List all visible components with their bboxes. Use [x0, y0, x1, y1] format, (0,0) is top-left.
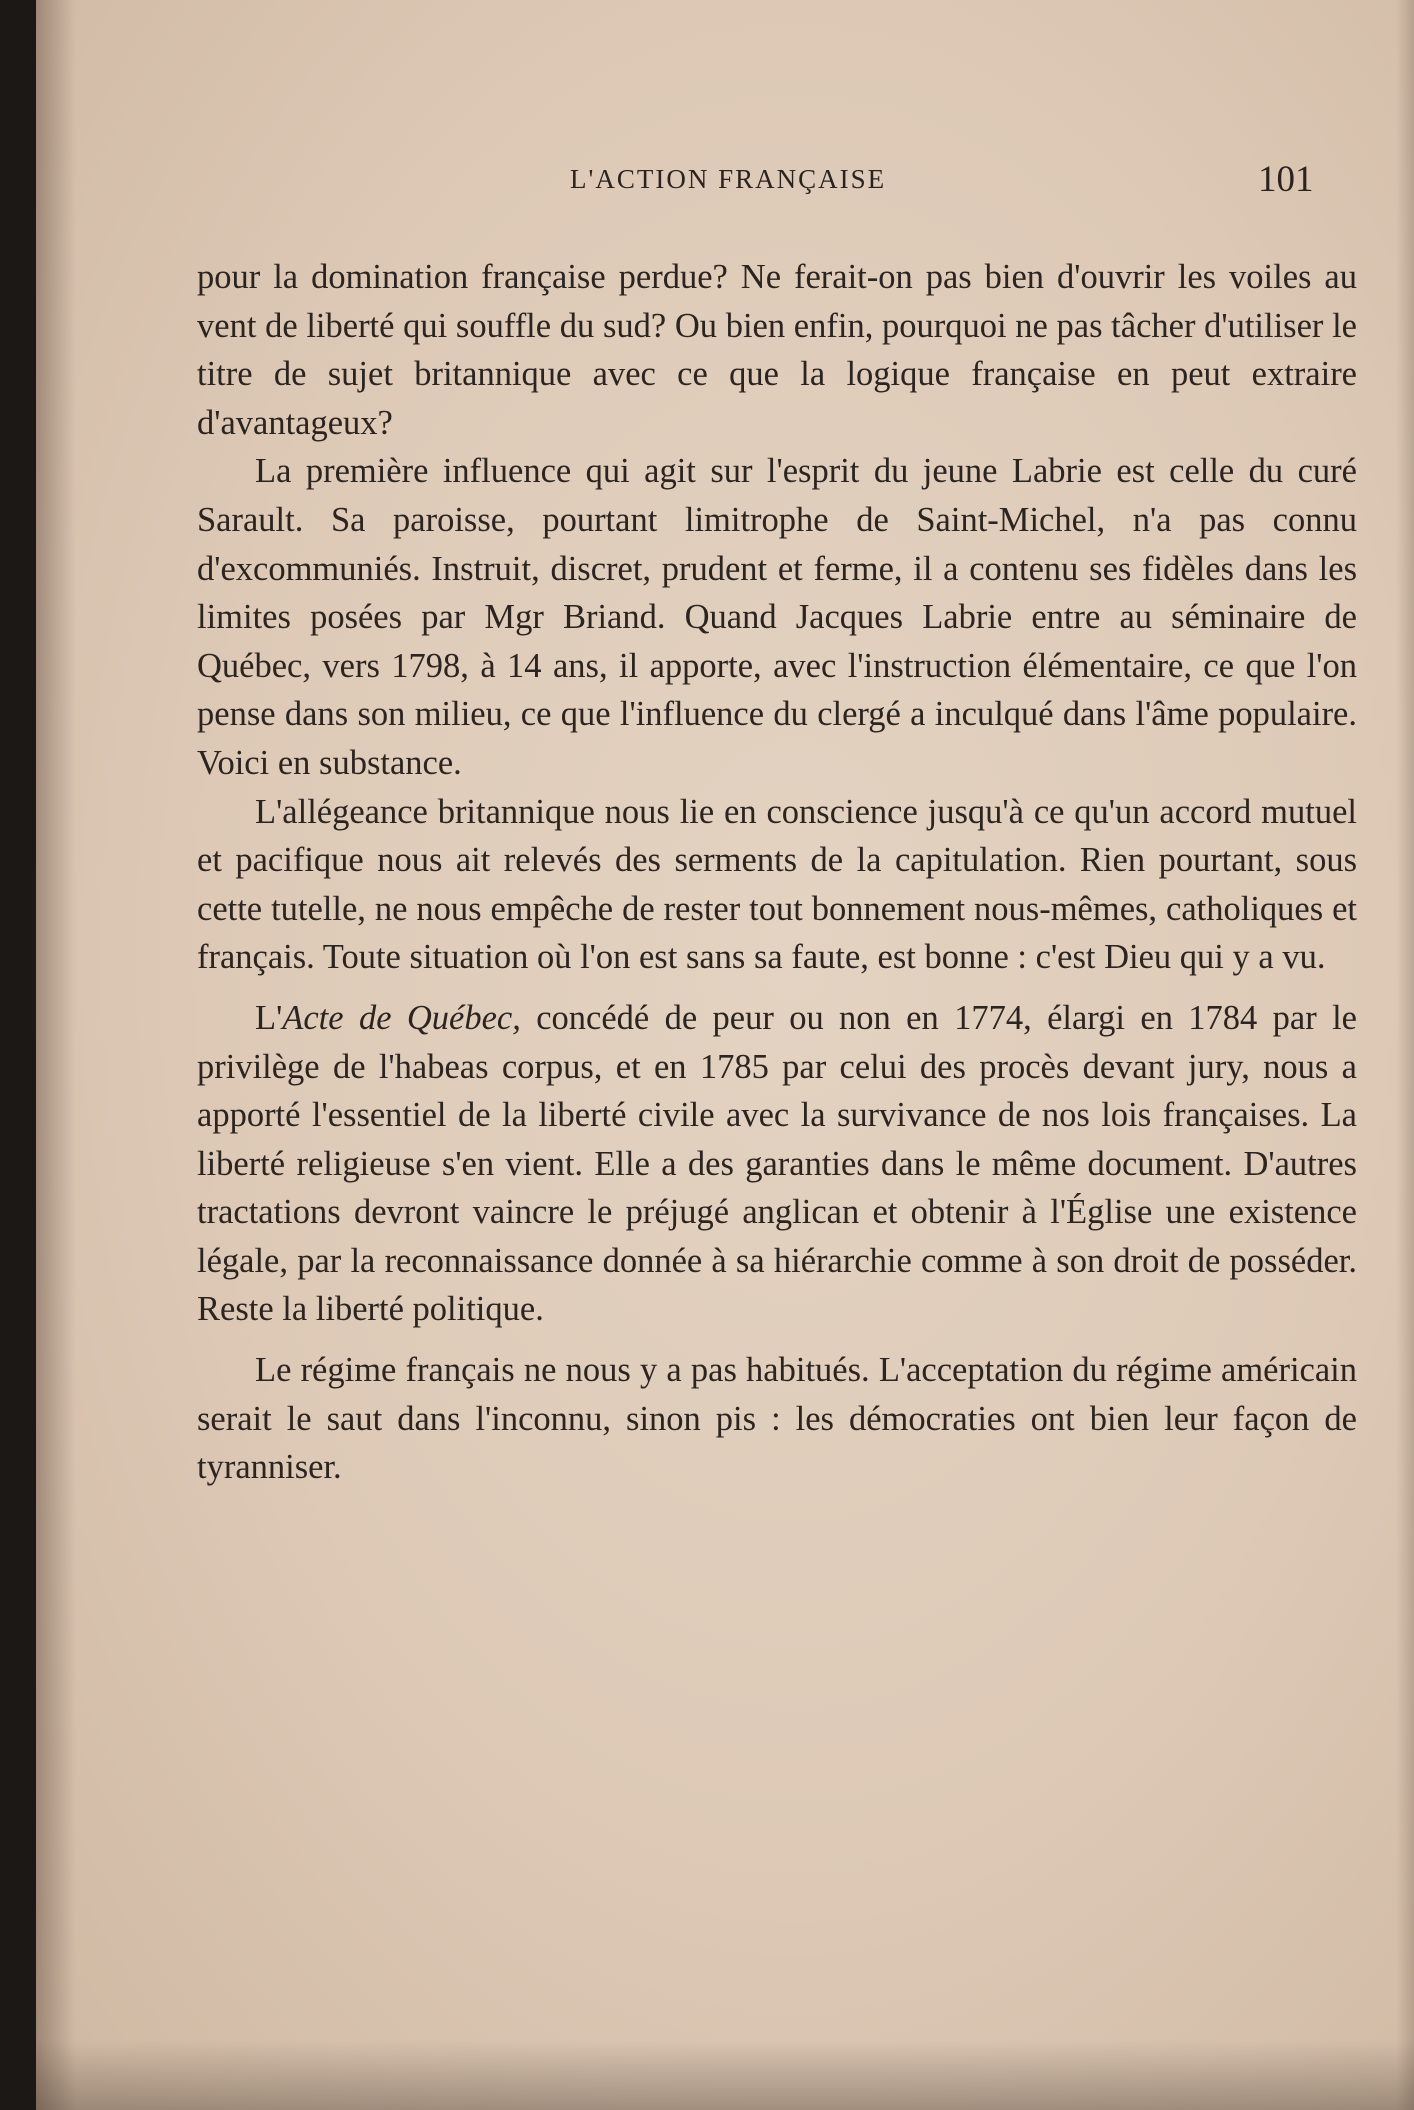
- act-title-italic: Acte de Québec,: [282, 998, 521, 1037]
- paragraph-3: L'allégeance britannique nous lie en conscience jusqu'à ce qu'un accord mutuel et pacifique nous ait relevés des serments de la capitulation. Rien pourtant, sous cette tutelle, ne nous empêche de rester tout bonnement nous-mêmes, catholiques et français. Toute situation où l'on est sans sa faute, est bonne : c'est Dieu qui y a vu.: [197, 792, 1357, 977]
- paragraph-5: Le régime français ne nous y a pas habitués. L'acceptation du régime américain serait le saut dans l'inconnu, sinon pis : les démocraties ont bien leur façon de tyranniser.: [197, 1351, 1357, 1487]
- page-edge-shadow: [1396, 0, 1414, 2110]
- book-page: [36, 0, 1414, 2110]
- bottom-edge-shadow: [36, 2040, 1414, 2110]
- body-text: [197, 253, 1357, 1492]
- page-number: 101: [1258, 159, 1314, 200]
- paragraph-4-text: concédé de peur ou non en 1774, élargi en 1784 par le privilège de l'habeas corpus, et en 1785 par celui des procès devant jury, nous a apporté l'essentiel de la liberté civile avec la survivance de nos lois françaises. La liberté religieuse s'en vient. Elle a des garanties dans le même document. D'autres tractations devront vaincre le préjugé anglican et obtenir à l'Église une existence légale, par la reconnaissance donnée à sa hiérarchie comme à son droit de posséder. Reste la liberté politique.: [197, 998, 1357, 1329]
- paragraph-4: [197, 994, 1357, 1334]
- paragraph-4-prefix: L': [255, 998, 283, 1037]
- paragraph-2: La première influence qui agit sur l'esprit du jeune Labrie est celle du curé Sarault. Sa paroisse, pourtant limitrophe de Saint-Michel, n'a pas connu d'excommuniés. Instruit, discret, prudent et ferme, il a contenu ses fidèles dans les limites posées par Mgr Briand. Quand Jacques Labrie entre au séminaire de Québec, vers 1798, à 14 ans, il apporte, avec l'instruction élémentaire, ce que l'on pense dans son milieu, ce que l'influence du clergé a inculqué dans l'âme populaire. Voici en substance.: [197, 452, 1357, 782]
- page-header: [36, 158, 1414, 208]
- binding-shadow: [36, 0, 76, 2110]
- running-head: L'ACTION FRANÇAISE: [570, 164, 887, 194]
- paragraph-1: pour la domination française perdue? Ne ferait-on pas bien d'ouvrir les voiles au vent de liberté qui souffle du sud? Ou bien enfin, pourquoi ne pas tâcher d'utiliser le titre de sujet britannique avec ce que la logique française en peut extraire d'avantageux?: [197, 258, 1357, 442]
